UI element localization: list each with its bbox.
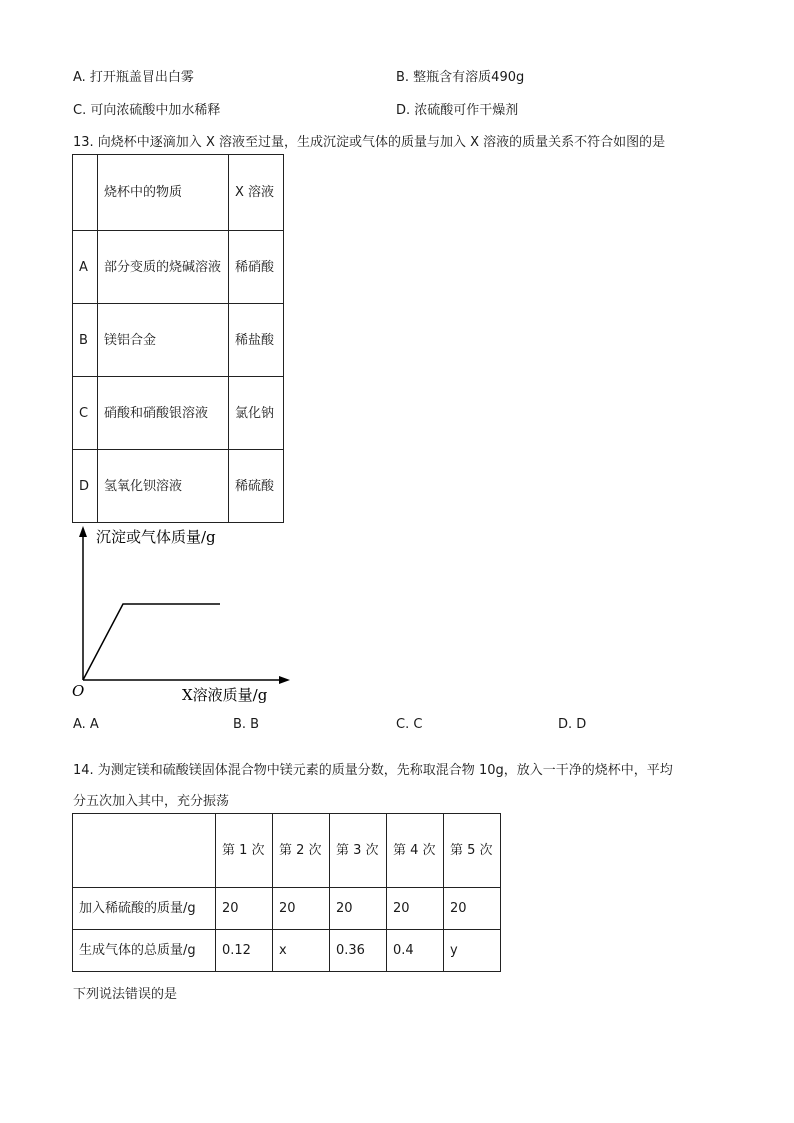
reagent-text: 稀盐酸: [235, 332, 275, 348]
y-axis-arrow-icon: [79, 526, 87, 537]
header-text: 第 5 次: [450, 843, 493, 858]
table-corner-cell: [73, 814, 216, 888]
q13-stem: 13. 向烧杯中逐滴加入 X 溶液至过量，生成沉淀或气体的质量与加入 X 溶液的质量关系不符合如图的是: [73, 135, 666, 150]
table-header-row: [73, 155, 284, 231]
row-reagent: [229, 304, 284, 377]
row-label: 加入稀硫酸的质量/g: [73, 888, 216, 930]
table-cell: y: [444, 930, 501, 972]
row-label: C: [73, 377, 98, 450]
table-cell: 20: [273, 888, 330, 930]
table-cell: 0.4: [387, 930, 444, 972]
table-row: [73, 888, 501, 930]
q12-option-c: C. 可向浓硫酸中加水稀释: [73, 103, 221, 118]
table-row: [73, 231, 284, 304]
header-cell: [387, 814, 444, 888]
header-text: 第 2 次: [279, 843, 322, 858]
row-label: D: [73, 450, 98, 523]
table-cell: 20: [387, 888, 444, 930]
graph-curve: [83, 604, 220, 680]
q14-tail: 下列说法错误的是: [73, 987, 178, 1002]
row-reagent: [229, 231, 284, 304]
x-axis-label: X溶液质量/g: [182, 686, 268, 704]
header-text: 第 3 次: [336, 843, 379, 858]
x-axis-arrow-icon: [279, 676, 290, 684]
reagent-text: 稀硝酸: [235, 259, 275, 275]
table-row: [73, 930, 501, 972]
q14-stem-line1: 14. 为测定镁和硫酸镁固体混合物中镁元素的质量分数，先称取混合物 10g，放入一干净的烧杯中，平均: [73, 763, 673, 778]
row-reagent: [229, 450, 284, 523]
header-text: 第 4 次: [393, 843, 436, 858]
substance-text: 部分变质的烧碱溶液: [104, 259, 222, 275]
reagent-text: 氯化钠: [235, 405, 275, 421]
q12-option-b: B. 整瓶含有溶质490g: [396, 70, 525, 85]
q13-table: [72, 154, 284, 523]
table-row: [73, 450, 284, 523]
table-row: [73, 304, 284, 377]
row-substance: 硝酸和硝酸银溶液: [98, 377, 229, 450]
table-cell: x: [273, 930, 330, 972]
table-cell: 20: [444, 888, 501, 930]
q13-graph: [60, 522, 300, 712]
q13-option-c: C. C: [396, 717, 423, 732]
table-cell: 0.12: [216, 930, 273, 972]
row-substance: 镁铝合金: [98, 304, 229, 377]
reagent-text: 稀硫酸: [235, 478, 275, 494]
row-substance: 氢氧化钡溶液: [98, 450, 229, 523]
row-substance: [98, 231, 229, 304]
q13-option-b: B. B: [233, 717, 260, 732]
header-text: 第 1 次: [222, 843, 265, 858]
row-reagent: [229, 377, 284, 450]
table-cell: 20: [216, 888, 273, 930]
q12-option-a: A. 打开瓶盖冒出白雾: [73, 70, 194, 85]
header-cell: [273, 814, 330, 888]
header-cell: [444, 814, 501, 888]
row-label: B: [73, 304, 98, 377]
table-header-substance: 烧杯中的物质: [98, 155, 229, 231]
table-corner-cell: [73, 155, 98, 231]
table-row: [73, 377, 284, 450]
q14-table: [72, 813, 501, 972]
q13-option-d: D. D: [558, 717, 587, 732]
row-label: 生成气体的总质量/g: [73, 930, 216, 972]
table-header-reagent: [229, 155, 284, 231]
header-cell: [216, 814, 273, 888]
origin-label: O: [72, 682, 85, 700]
reagent-header-text: X 溶液: [235, 185, 275, 200]
table-header-row: [73, 814, 501, 888]
y-axis-label: 沉淀或气体质量/g: [96, 528, 216, 546]
row-label: A: [73, 231, 98, 304]
table-cell: 0.36: [330, 930, 387, 972]
header-cell: [330, 814, 387, 888]
q13-option-a: A. A: [73, 717, 99, 732]
q12-option-d: D. 浓硫酸可作干燥剂: [396, 103, 519, 118]
table-cell: 20: [330, 888, 387, 930]
q14-stem-line2: 分五次加入其中，充分振荡: [73, 794, 230, 809]
